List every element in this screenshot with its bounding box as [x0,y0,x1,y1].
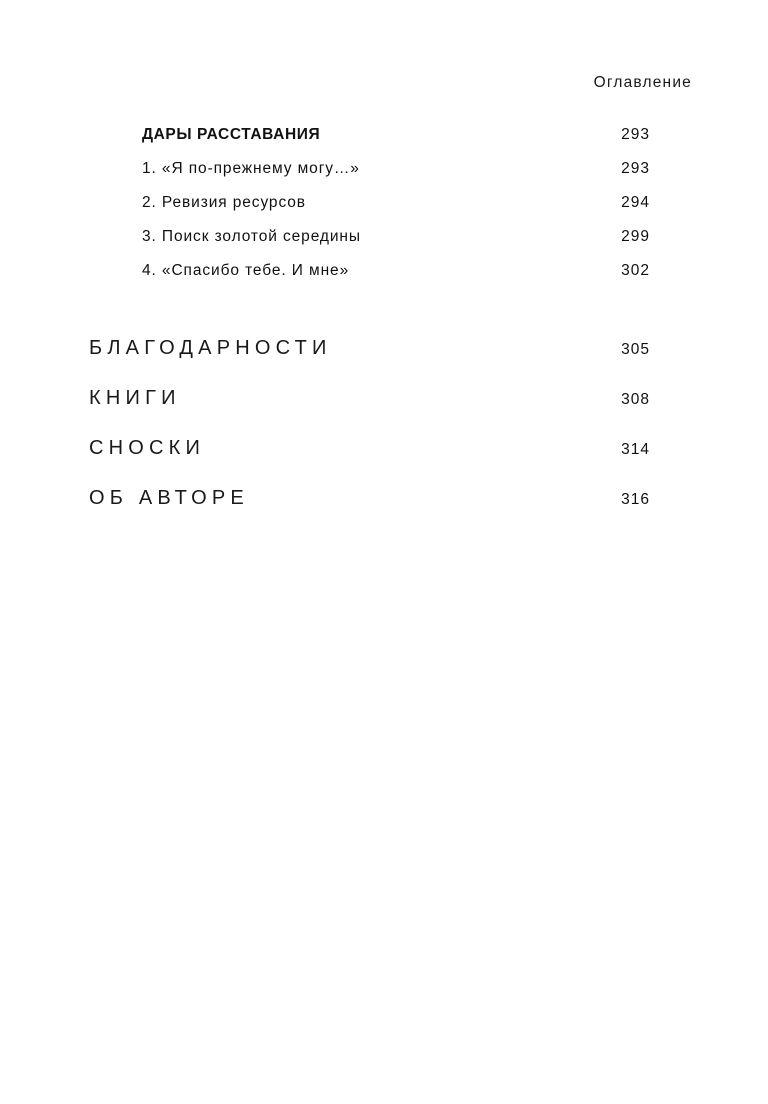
chapter-title: ОБ АВТОРЕ [89,487,249,509]
section-page-number: 293 [621,126,650,143]
toc-entry[interactable] [142,194,650,228]
toc-chapter[interactable] [89,487,650,537]
toc-chapter[interactable] [89,437,650,487]
toc-chapter[interactable] [89,387,650,437]
toc-chapter[interactable] [89,337,650,387]
chapter-title: БЛАГОДАРНОСТИ [89,337,332,359]
toc-entry-label: 1. «Я по-прежнему могу…» [142,160,360,177]
toc-entry[interactable] [142,160,650,194]
section-title: ДАРЫ РАССТАВАНИЯ [142,126,321,143]
toc-chapters [89,337,650,537]
toc-entry-label: 2. Ревизия ресурсов [142,194,306,211]
toc-entry-label: 4. «Спасибо тебе. И мне» [142,262,350,279]
toc-entry-label: 3. Поиск золотой середины [142,228,361,245]
chapter-page-number: 314 [621,441,650,458]
chapter-page-number: 308 [621,391,650,408]
toc-section [142,126,650,296]
chapter-title: КНИГИ [89,387,181,409]
toc-entry[interactable] [142,262,650,296]
toc-entry-page: 294 [621,194,650,211]
toc-section-heading[interactable] [142,126,650,160]
toc-entry[interactable] [142,228,650,262]
toc-entry-page: 299 [621,228,650,245]
chapter-page-number: 316 [621,491,650,508]
chapter-title: СНОСКИ [89,437,206,459]
running-title: Оглавление [593,74,692,91]
toc-entry-page: 293 [621,160,650,177]
toc-entry-page: 302 [621,262,650,279]
chapter-page-number: 305 [621,341,650,358]
